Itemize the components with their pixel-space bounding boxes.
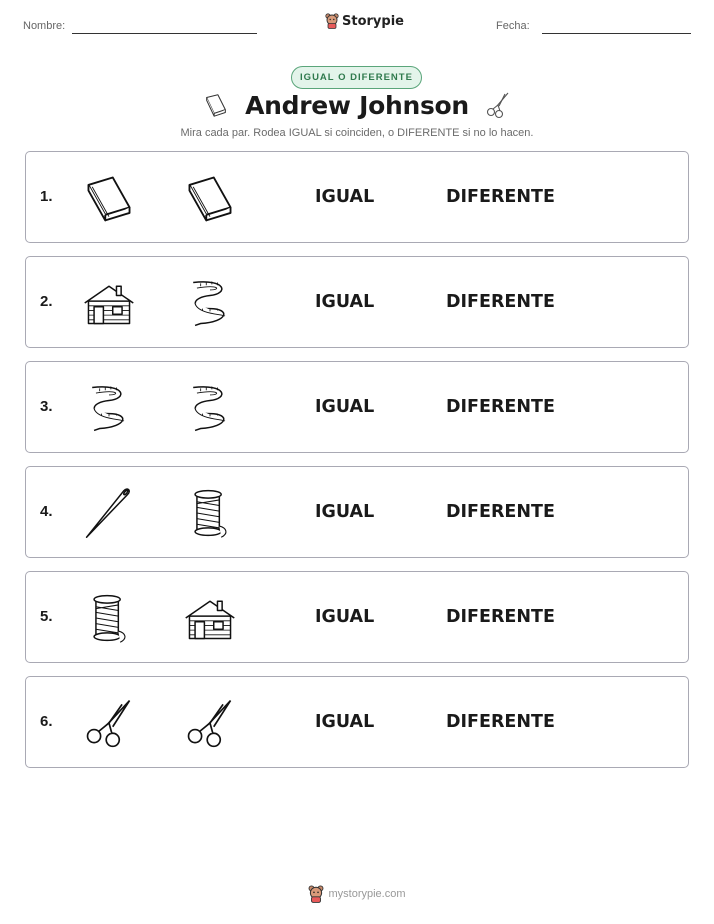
book-icon: [201, 91, 231, 119]
different-option[interactable]: DIFERENTE: [446, 607, 555, 627]
same-option[interactable]: IGUAL: [315, 712, 375, 732]
same-option[interactable]: IGUAL: [315, 502, 375, 522]
row-number: 2.: [40, 293, 53, 310]
worksheet-type-badge: IGUAL O DIFERENTE: [291, 66, 422, 89]
row-number: 1.: [40, 188, 53, 205]
brand-logo: [325, 13, 404, 29]
log-cabin-icon: [182, 590, 238, 646]
page-title: Andrew Johnson: [245, 90, 469, 120]
book-icon: [81, 170, 137, 226]
name-field[interactable]: [72, 33, 257, 34]
thread-spool-icon: [182, 485, 238, 541]
exercise-row-6: [25, 676, 689, 768]
measuring-tape-icon: [81, 380, 137, 436]
different-option[interactable]: DIFERENTE: [446, 292, 555, 312]
scissors-icon: [81, 695, 137, 751]
same-option[interactable]: IGUAL: [315, 607, 375, 627]
scissors-icon: [182, 695, 238, 751]
row-number: 3.: [40, 398, 53, 415]
exercise-row-3: [25, 361, 689, 453]
measuring-tape-icon: [182, 275, 238, 331]
needle-icon: [81, 485, 137, 541]
date-field[interactable]: [542, 33, 691, 34]
thread-spool-icon: [81, 590, 137, 646]
footer: [0, 885, 714, 903]
exercise-row-5: [25, 571, 689, 663]
same-option[interactable]: IGUAL: [315, 292, 375, 312]
title-block: [0, 90, 714, 120]
book-icon: [182, 170, 238, 226]
row-number: 4.: [40, 503, 53, 520]
different-option[interactable]: DIFERENTE: [446, 187, 555, 207]
row-number: 5.: [40, 608, 53, 625]
date-label: Fecha:: [496, 20, 530, 32]
brand-name: Storypie: [342, 13, 404, 29]
name-label: Nombre:: [23, 20, 66, 32]
log-cabin-icon: [81, 275, 137, 331]
measuring-tape-icon: [182, 380, 238, 436]
exercise-row-4: [25, 466, 689, 558]
different-option[interactable]: DIFERENTE: [446, 712, 555, 732]
instructions: Mira cada par. Rodea IGUAL si coinciden, o DIFERENTE si no lo hacen.: [180, 127, 534, 139]
different-option[interactable]: DIFERENTE: [446, 397, 555, 417]
bear-mascot-icon: [325, 13, 339, 29]
same-option[interactable]: IGUAL: [315, 187, 375, 207]
exercise-row-1: [25, 151, 689, 243]
bear-mascot-icon: [308, 885, 324, 903]
different-option[interactable]: DIFERENTE: [446, 502, 555, 522]
row-number: 6.: [40, 713, 53, 730]
exercise-row-2: [25, 256, 689, 348]
same-option[interactable]: IGUAL: [315, 397, 375, 417]
footer-url[interactable]: mystorypie.com: [328, 888, 406, 900]
scissors-icon: [483, 90, 513, 120]
